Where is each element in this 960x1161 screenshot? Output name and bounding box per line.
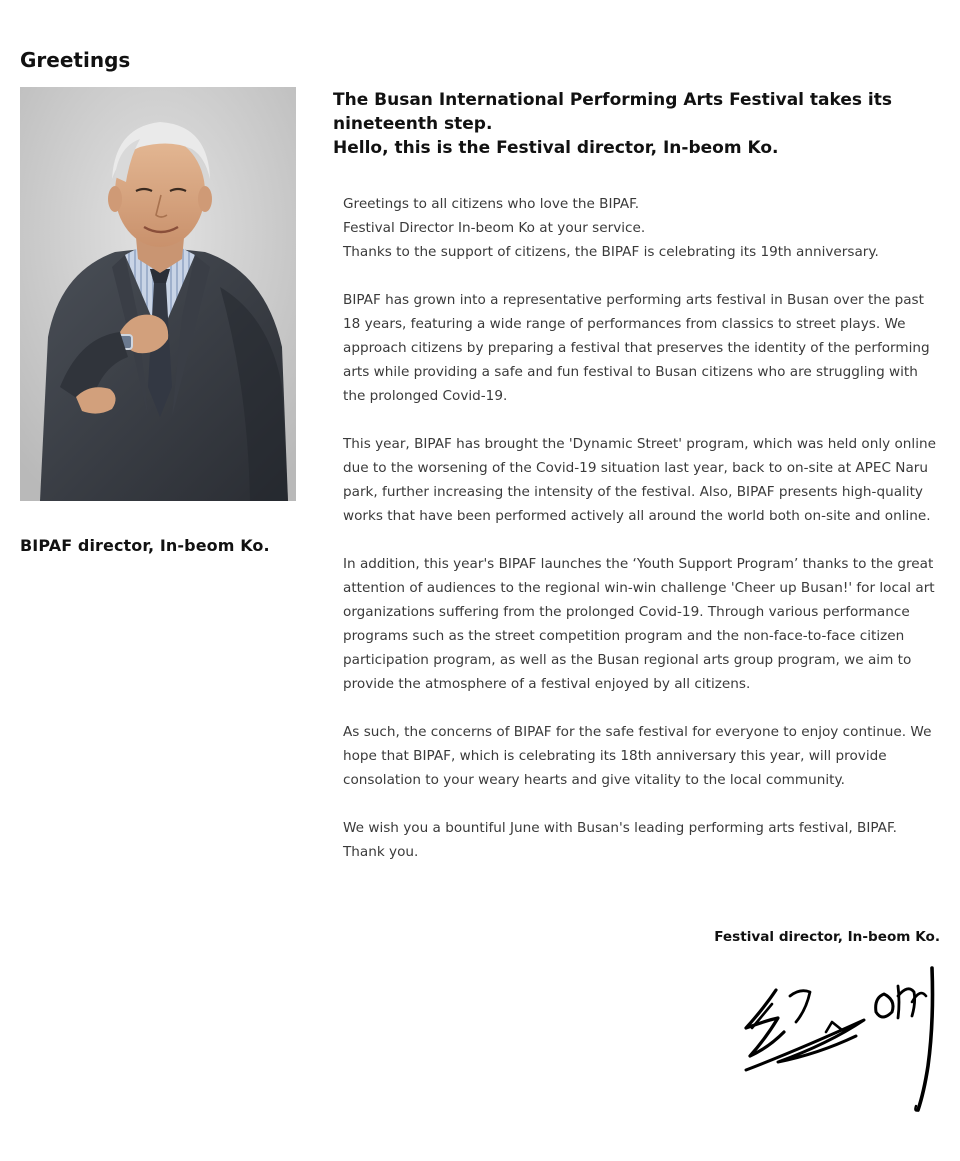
portrait-caption: BIPAF director, In-beom Ko.	[20, 536, 270, 555]
greeting-headline	[333, 88, 933, 160]
headline-line-3: Hello, this is the Festival director, In-beom Ko.	[333, 138, 779, 158]
paragraph: In addition, this year's BIPAF launches the ‘Youth Support Program’ thanks to the great attention of audiences to the regional win-win challenge 'Cheer up Busan!' for local art organizations suffering from the prolonged Covid-19. Through various performance programs such as the street competition program and the non-face-to-face citizen participation program, as well as the Busan regional arts group program, we aim to provide the atmosphere of a festival enjoyed by all citizens.	[343, 556, 935, 692]
paragraph: This year, BIPAF has brought the 'Dynamic Street' program, which was held only online due to the worsening of the Covid-19 situation last year, back to on-site at APEC Naru park, further increasing the intensity of the festival. Also, BIPAF presents high-quality works that have been performed actively all around the world both on-site and online.	[343, 436, 936, 524]
greeting-body	[343, 192, 943, 888]
paragraph: As such, the concerns of BIPAF for the safe festival for everyone to enjoy continue. We hope that BIPAF, which is celebrating its 18th anniversary this year, will provide consolation to your weary hearts and give vitality to the local community.	[343, 724, 932, 788]
handwritten-signature	[738, 962, 940, 1117]
page-title: Greetings	[20, 48, 131, 72]
paragraph: We wish you a bountiful June with Busan's leading performing arts festival, BIPAF. Thank you.	[343, 820, 897, 860]
headline-line-2: nineteenth step.	[333, 114, 493, 134]
paragraph: Greetings to all citizens who love the BIPAF. Festival Director In-beom Ko at your service. Thanks to the support of citizens, the BIPAF is celebrating its 19th anniversary.	[343, 196, 879, 260]
director-portrait	[20, 87, 296, 501]
signature-name: Festival director, In-beom Ko.	[714, 929, 940, 945]
paragraph: BIPAF has grown into a representative performing arts festival in Busan over the past 18 years, featuring a wide range of performances from classics to street plays. We approach citizens by preparing a festival that preserves the identity of the performing arts while providing a safe and fun festival to Busan citizens who are struggling with the prolonged Covid-19.	[343, 292, 930, 404]
director-portrait-image	[20, 87, 296, 501]
headline-line-1: The Busan International Performing Arts Festival takes its	[333, 90, 892, 110]
